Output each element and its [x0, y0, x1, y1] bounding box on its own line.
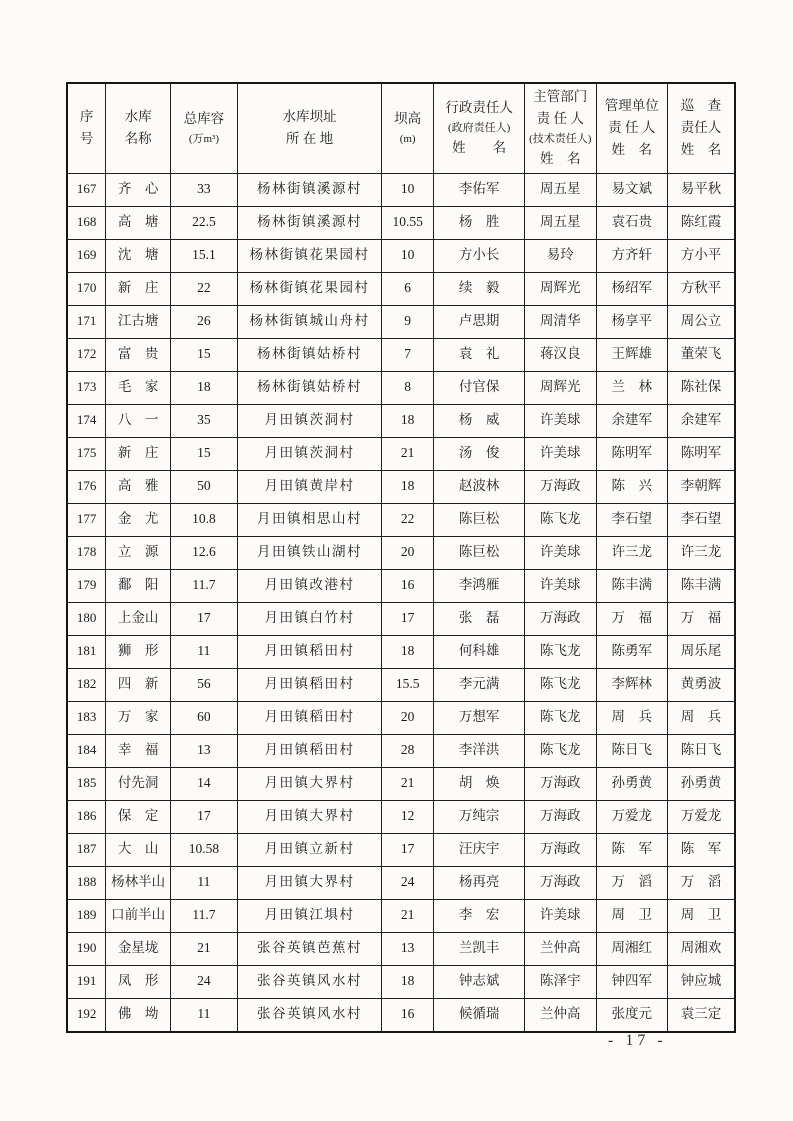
- table-row: [67, 998, 735, 1032]
- table-cell: 万爱龙: [667, 800, 735, 833]
- table-cell: 万海政: [525, 470, 596, 503]
- table-cell: 月田镇稻田村: [237, 734, 381, 767]
- header-line: 姓 名: [680, 142, 722, 158]
- table-row: [67, 866, 735, 899]
- table-row: [67, 833, 735, 866]
- reservoir-table: [66, 82, 736, 1033]
- table-cell: 168: [67, 206, 106, 239]
- table-cell: 月田镇稻田村: [237, 668, 381, 701]
- table-cell: 陈日飞: [667, 734, 735, 767]
- table-cell: 17: [171, 800, 238, 833]
- table-cell: 高 雅: [106, 470, 171, 503]
- table-cell: 许美球: [525, 536, 596, 569]
- page-number: - 17 -: [608, 1032, 667, 1049]
- table-cell: 周清华: [525, 305, 596, 338]
- table-cell: 11: [171, 866, 238, 899]
- table-cell: 张度元: [596, 998, 667, 1032]
- table-cell: 16: [382, 569, 434, 602]
- table-cell: 狮 形: [106, 635, 171, 668]
- table-cell: 张谷英镇芭蕉村: [237, 932, 381, 965]
- table-cell: 口前半山: [106, 899, 171, 932]
- table-cell: 20: [382, 701, 434, 734]
- table-cell: 9: [382, 305, 434, 338]
- table-row: [67, 602, 735, 635]
- table-row: [67, 338, 735, 371]
- table-cell: 胡 焕: [434, 767, 525, 800]
- table-cell: 黄勇波: [667, 668, 735, 701]
- table-cell: 方小长: [434, 239, 525, 272]
- table-cell: 李石望: [667, 503, 735, 536]
- table-cell: 孙勇黄: [667, 767, 735, 800]
- table-cell: 17: [171, 602, 238, 635]
- header-line: 坝高: [394, 111, 422, 127]
- table-cell: 陈巨松: [434, 503, 525, 536]
- table-cell: 李佑军: [434, 173, 525, 206]
- table-cell: 余建军: [667, 404, 735, 437]
- table-cell: 182: [67, 668, 106, 701]
- table-cell: 陈飞龙: [525, 734, 596, 767]
- table-cell: 陈巨松: [434, 536, 525, 569]
- table-cell: 许美球: [525, 899, 596, 932]
- table-cell: 李鸿雁: [434, 569, 525, 602]
- table-cell: 187: [67, 833, 106, 866]
- table-cell: 孙勇黄: [596, 767, 667, 800]
- header-line: (万m³): [188, 133, 219, 146]
- table-cell: 新 庄: [106, 437, 171, 470]
- table-row: [67, 767, 735, 800]
- table-row: [67, 701, 735, 734]
- table-cell: 11.7: [171, 899, 238, 932]
- table-cell: 金 尤: [106, 503, 171, 536]
- table-cell: 22.5: [171, 206, 238, 239]
- table-cell: 周 卫: [596, 899, 667, 932]
- table-cell: 18: [382, 470, 434, 503]
- table-cell: 陈飞龙: [525, 503, 596, 536]
- header-line: 责任人: [680, 120, 722, 136]
- header-line: 管理单位: [604, 97, 659, 113]
- table-cell: 齐 心: [106, 173, 171, 206]
- table-cell: 陈飞龙: [525, 668, 596, 701]
- table-cell: 易玲: [525, 239, 596, 272]
- table-cell: 杨林街镇城山舟村: [237, 305, 381, 338]
- header-line: 巡 查: [680, 97, 722, 113]
- table-row: [67, 173, 735, 206]
- table-cell: 13: [171, 734, 238, 767]
- table-cell: 22: [171, 272, 238, 305]
- table-cell: 幸 福: [106, 734, 171, 767]
- table-cell: 董荣飞: [667, 338, 735, 371]
- table-cell: 易文斌: [596, 173, 667, 206]
- table-cell: 万纯宗: [434, 800, 525, 833]
- table-cell: 月田镇稻田村: [237, 701, 381, 734]
- table-cell: 周 卫: [667, 899, 735, 932]
- table-row: [67, 734, 735, 767]
- column-header-index: [67, 83, 106, 173]
- table-row: [67, 635, 735, 668]
- table-cell: 兰 林: [596, 371, 667, 404]
- table-cell: 毛 家: [106, 371, 171, 404]
- table-cell: 15: [171, 437, 238, 470]
- table-cell: 13: [382, 932, 434, 965]
- table-cell: 15.1: [171, 239, 238, 272]
- table-cell: 陈泽宇: [525, 965, 596, 998]
- table-cell: 万 滔: [596, 866, 667, 899]
- table-cell: 万海政: [525, 833, 596, 866]
- table-cell: 李洋洪: [434, 734, 525, 767]
- table-cell: 杨林街镇姑桥村: [237, 338, 381, 371]
- table-cell: 60: [171, 701, 238, 734]
- table-cell: 月田镇铁山湖村: [237, 536, 381, 569]
- table-cell: 周湘欢: [667, 932, 735, 965]
- table-cell: 立 源: [106, 536, 171, 569]
- table-cell: 李朝辉: [667, 470, 735, 503]
- table-cell: 赵波林: [434, 470, 525, 503]
- table-cell: 易平秋: [667, 173, 735, 206]
- table-cell: 杨绍军: [596, 272, 667, 305]
- table-cell: 周辉光: [525, 371, 596, 404]
- table-cell: 沈 塘: [106, 239, 171, 272]
- table-cell: 张 磊: [434, 602, 525, 635]
- table-cell: 月田镇茨洞村: [237, 404, 381, 437]
- table-cell: 方秋平: [667, 272, 735, 305]
- table-cell: 16: [382, 998, 434, 1032]
- table-row: [67, 272, 735, 305]
- table-cell: 191: [67, 965, 106, 998]
- table-row: [67, 668, 735, 701]
- table-cell: 付先洞: [106, 767, 171, 800]
- table-cell: 钟志斌: [434, 965, 525, 998]
- table-cell: 10: [382, 239, 434, 272]
- table-cell: 钟应城: [667, 965, 735, 998]
- table-cell: 17: [382, 833, 434, 866]
- table-cell: 171: [67, 305, 106, 338]
- table-cell: 万 滔: [667, 866, 735, 899]
- table-cell: 月田镇大界村: [237, 767, 381, 800]
- table-cell: 20: [382, 536, 434, 569]
- table-cell: 袁石贵: [596, 206, 667, 239]
- table-cell: 12: [382, 800, 434, 833]
- table-cell: 14: [171, 767, 238, 800]
- header-line: 总库容: [183, 111, 225, 127]
- table-cell: 周五星: [525, 206, 596, 239]
- table-cell: 169: [67, 239, 106, 272]
- table-cell: 陈勇军: [596, 635, 667, 668]
- table-cell: 余建军: [596, 404, 667, 437]
- table-cell: 186: [67, 800, 106, 833]
- table-cell: 万海政: [525, 866, 596, 899]
- table-cell: 续 毅: [434, 272, 525, 305]
- table-cell: 月田镇白竹村: [237, 602, 381, 635]
- table-cell: 付官保: [434, 371, 525, 404]
- header-line: 所 在 地: [285, 131, 334, 147]
- table-cell: 杨 威: [434, 404, 525, 437]
- table-cell: 杨 胜: [434, 206, 525, 239]
- table-cell: 21: [382, 437, 434, 470]
- table-cell: 兰凯丰: [434, 932, 525, 965]
- table-cell: 鄱 阳: [106, 569, 171, 602]
- table-cell: 金星垅: [106, 932, 171, 965]
- table-cell: 新 庄: [106, 272, 171, 305]
- table-cell: 万 福: [596, 602, 667, 635]
- column-header-reservoir: [106, 83, 171, 173]
- table-cell: 月田镇改港村: [237, 569, 381, 602]
- table-cell: 八 一: [106, 404, 171, 437]
- table-cell: 192: [67, 998, 106, 1032]
- table-cell: 8: [382, 371, 434, 404]
- table-cell: 万海政: [525, 602, 596, 635]
- table-cell: 周湘红: [596, 932, 667, 965]
- table-cell: 张谷英镇风水村: [237, 965, 381, 998]
- table-cell: 汤 俊: [434, 437, 525, 470]
- table-cell: 21: [382, 767, 434, 800]
- table-cell: 许美球: [525, 437, 596, 470]
- table-cell: 杨林街镇溪源村: [237, 173, 381, 206]
- table-cell: 181: [67, 635, 106, 668]
- table-cell: 许三龙: [667, 536, 735, 569]
- table-cell: 汪庆宇: [434, 833, 525, 866]
- table-cell: 杨享平: [596, 305, 667, 338]
- table-cell: 月田镇江埧村: [237, 899, 381, 932]
- table-header: [67, 83, 735, 173]
- table-row: [67, 305, 735, 338]
- table-cell: 183: [67, 701, 106, 734]
- table-cell: 王辉雄: [596, 338, 667, 371]
- table-cell: 陈日飞: [596, 734, 667, 767]
- table-cell: 万 家: [106, 701, 171, 734]
- table-cell: 兰仲高: [525, 932, 596, 965]
- table-cell: 21: [382, 899, 434, 932]
- table-cell: 李 宏: [434, 899, 525, 932]
- table-cell: 11: [171, 998, 238, 1032]
- table-cell: 杨再亮: [434, 866, 525, 899]
- table-cell: 富 贵: [106, 338, 171, 371]
- table-cell: 高 塘: [106, 206, 171, 239]
- table-cell: 月田镇大界村: [237, 866, 381, 899]
- table-cell: 月田镇茨洞村: [237, 437, 381, 470]
- table-cell: 35: [171, 404, 238, 437]
- table-cell: 凤 形: [106, 965, 171, 998]
- table-cell: 周公立: [667, 305, 735, 338]
- table-cell: 10: [382, 173, 434, 206]
- table-row: [67, 965, 735, 998]
- table-cell: 万爱龙: [596, 800, 667, 833]
- table-cell: 李元满: [434, 668, 525, 701]
- header-line: 姓 名: [611, 142, 652, 158]
- table-cell: 陈 军: [667, 833, 735, 866]
- table-cell: 陈明军: [596, 437, 667, 470]
- table-cell: 188: [67, 866, 106, 899]
- header-row: [67, 83, 735, 173]
- table-cell: 杨林半山: [106, 866, 171, 899]
- table-cell: 12.6: [171, 536, 238, 569]
- table-cell: 173: [67, 371, 106, 404]
- header-line: (m): [399, 133, 416, 146]
- header-line: 主管部门: [533, 88, 588, 104]
- header-line: 姓 名: [452, 140, 507, 156]
- table-row: [67, 404, 735, 437]
- table-cell: 佛 坳: [106, 998, 171, 1032]
- header-line: 序: [79, 108, 94, 124]
- table-cell: 6: [382, 272, 434, 305]
- table-cell: 185: [67, 767, 106, 800]
- header-line: 行政责任人: [445, 99, 513, 115]
- header-line: 水库: [124, 108, 152, 124]
- table-row: [67, 371, 735, 404]
- header-line: 责 任 人: [536, 111, 584, 127]
- table-cell: 万海政: [525, 767, 596, 800]
- table-row: [67, 899, 735, 932]
- table-cell: 18: [382, 965, 434, 998]
- table-cell: 月田镇立新村: [237, 833, 381, 866]
- table-cell: 月田镇相思山村: [237, 503, 381, 536]
- table-cell: 张谷英镇风水村: [237, 998, 381, 1032]
- table-row: [67, 503, 735, 536]
- table-cell: 陈社保: [667, 371, 735, 404]
- table-cell: 28: [382, 734, 434, 767]
- table-row: [67, 206, 735, 239]
- table-cell: 钟四军: [596, 965, 667, 998]
- table-cell: 陈丰满: [596, 569, 667, 602]
- table-cell: 许美球: [525, 404, 596, 437]
- table-cell: 杨林街镇姑桥村: [237, 371, 381, 404]
- table-cell: 167: [67, 173, 106, 206]
- table-cell: 50: [171, 470, 238, 503]
- header-line: 姓 名: [540, 151, 581, 167]
- table-cell: 万 福: [667, 602, 735, 635]
- table-cell: 万海政: [525, 800, 596, 833]
- table-cell: 兰仲高: [525, 998, 596, 1032]
- table-cell: 月田镇大界村: [237, 800, 381, 833]
- table-cell: 候循瑞: [434, 998, 525, 1032]
- table-row: [67, 239, 735, 272]
- table-cell: 170: [67, 272, 106, 305]
- header-line: 水库坝址: [282, 108, 337, 124]
- table-cell: 周 兵: [596, 701, 667, 734]
- table-cell: 26: [171, 305, 238, 338]
- table-cell: 11: [171, 635, 238, 668]
- table-cell: 方齐轩: [596, 239, 667, 272]
- table-cell: 周乐尾: [667, 635, 735, 668]
- table-cell: 方小平: [667, 239, 735, 272]
- table-cell: 21: [171, 932, 238, 965]
- table-cell: 保 定: [106, 800, 171, 833]
- table-cell: 月田镇黄岸村: [237, 470, 381, 503]
- column-header-admin: [434, 83, 525, 173]
- table-cell: 11.7: [171, 569, 238, 602]
- table-cell: 22: [382, 503, 434, 536]
- table-cell: 10.58: [171, 833, 238, 866]
- column-header-patrol: [667, 83, 735, 173]
- table-cell: 袁 礼: [434, 338, 525, 371]
- table-cell: 180: [67, 602, 106, 635]
- table-cell: 周辉光: [525, 272, 596, 305]
- table-cell: 陈 兴: [596, 470, 667, 503]
- table-cell: 许美球: [525, 569, 596, 602]
- table-cell: 176: [67, 470, 106, 503]
- table-cell: 周五星: [525, 173, 596, 206]
- table-cell: 何科雄: [434, 635, 525, 668]
- header-line: 责 任 人: [608, 120, 656, 136]
- table-cell: 陈飞龙: [525, 701, 596, 734]
- table-cell: 18: [382, 635, 434, 668]
- table-cell: 190: [67, 932, 106, 965]
- table-cell: 许三龙: [596, 536, 667, 569]
- table-row: [67, 569, 735, 602]
- header-line: (技术责任人): [529, 133, 592, 146]
- table-cell: 蒋汉良: [525, 338, 596, 371]
- table-body: [67, 173, 735, 1032]
- table-cell: 177: [67, 503, 106, 536]
- table-cell: 178: [67, 536, 106, 569]
- table-row: [67, 932, 735, 965]
- header-line: 号: [79, 131, 94, 147]
- table-cell: 陈丰满: [667, 569, 735, 602]
- table-cell: 18: [171, 371, 238, 404]
- table-cell: 李辉林: [596, 668, 667, 701]
- table-cell: 陈明军: [667, 437, 735, 470]
- table-cell: 江古塘: [106, 305, 171, 338]
- table-cell: 陈飞龙: [525, 635, 596, 668]
- table-row: [67, 470, 735, 503]
- table-cell: 陈红霞: [667, 206, 735, 239]
- table-cell: 179: [67, 569, 106, 602]
- table-cell: 15.5: [382, 668, 434, 701]
- column-header-location: [237, 83, 381, 173]
- table-cell: 杨林街镇溪源村: [237, 206, 381, 239]
- table-cell: 周 兵: [667, 701, 735, 734]
- table-row: [67, 800, 735, 833]
- table-cell: 189: [67, 899, 106, 932]
- table-row: [67, 437, 735, 470]
- table-cell: 袁三定: [667, 998, 735, 1032]
- column-header-capacity: [171, 83, 238, 173]
- table-cell: 10.55: [382, 206, 434, 239]
- table-cell: 卢思期: [434, 305, 525, 338]
- header-line: (政府责任人): [447, 122, 511, 135]
- table-cell: 33: [171, 173, 238, 206]
- table-cell: 24: [171, 965, 238, 998]
- table-cell: 172: [67, 338, 106, 371]
- table-cell: 175: [67, 437, 106, 470]
- table-cell: 杨林街镇花果园村: [237, 239, 381, 272]
- table-cell: 184: [67, 734, 106, 767]
- column-header-dept: [525, 83, 596, 173]
- column-header-dam-height: [382, 83, 434, 173]
- table-cell: 7: [382, 338, 434, 371]
- table-cell: 李石望: [596, 503, 667, 536]
- table-row: [67, 536, 735, 569]
- table-cell: 杨林街镇花果园村: [237, 272, 381, 305]
- table-cell: 月田镇稻田村: [237, 635, 381, 668]
- table-cell: 24: [382, 866, 434, 899]
- table-cell: 17: [382, 602, 434, 635]
- table-cell: 56: [171, 668, 238, 701]
- table-cell: 上金山: [106, 602, 171, 635]
- table-cell: 大 山: [106, 833, 171, 866]
- table-cell: 万想军: [434, 701, 525, 734]
- table-cell: 174: [67, 404, 106, 437]
- table-cell: 四 新: [106, 668, 171, 701]
- header-line: 名称: [124, 131, 152, 147]
- column-header-mgmt: [596, 83, 667, 173]
- table-cell: 10.8: [171, 503, 238, 536]
- table-cell: 18: [382, 404, 434, 437]
- table-cell: 15: [171, 338, 238, 371]
- table-cell: 陈 军: [596, 833, 667, 866]
